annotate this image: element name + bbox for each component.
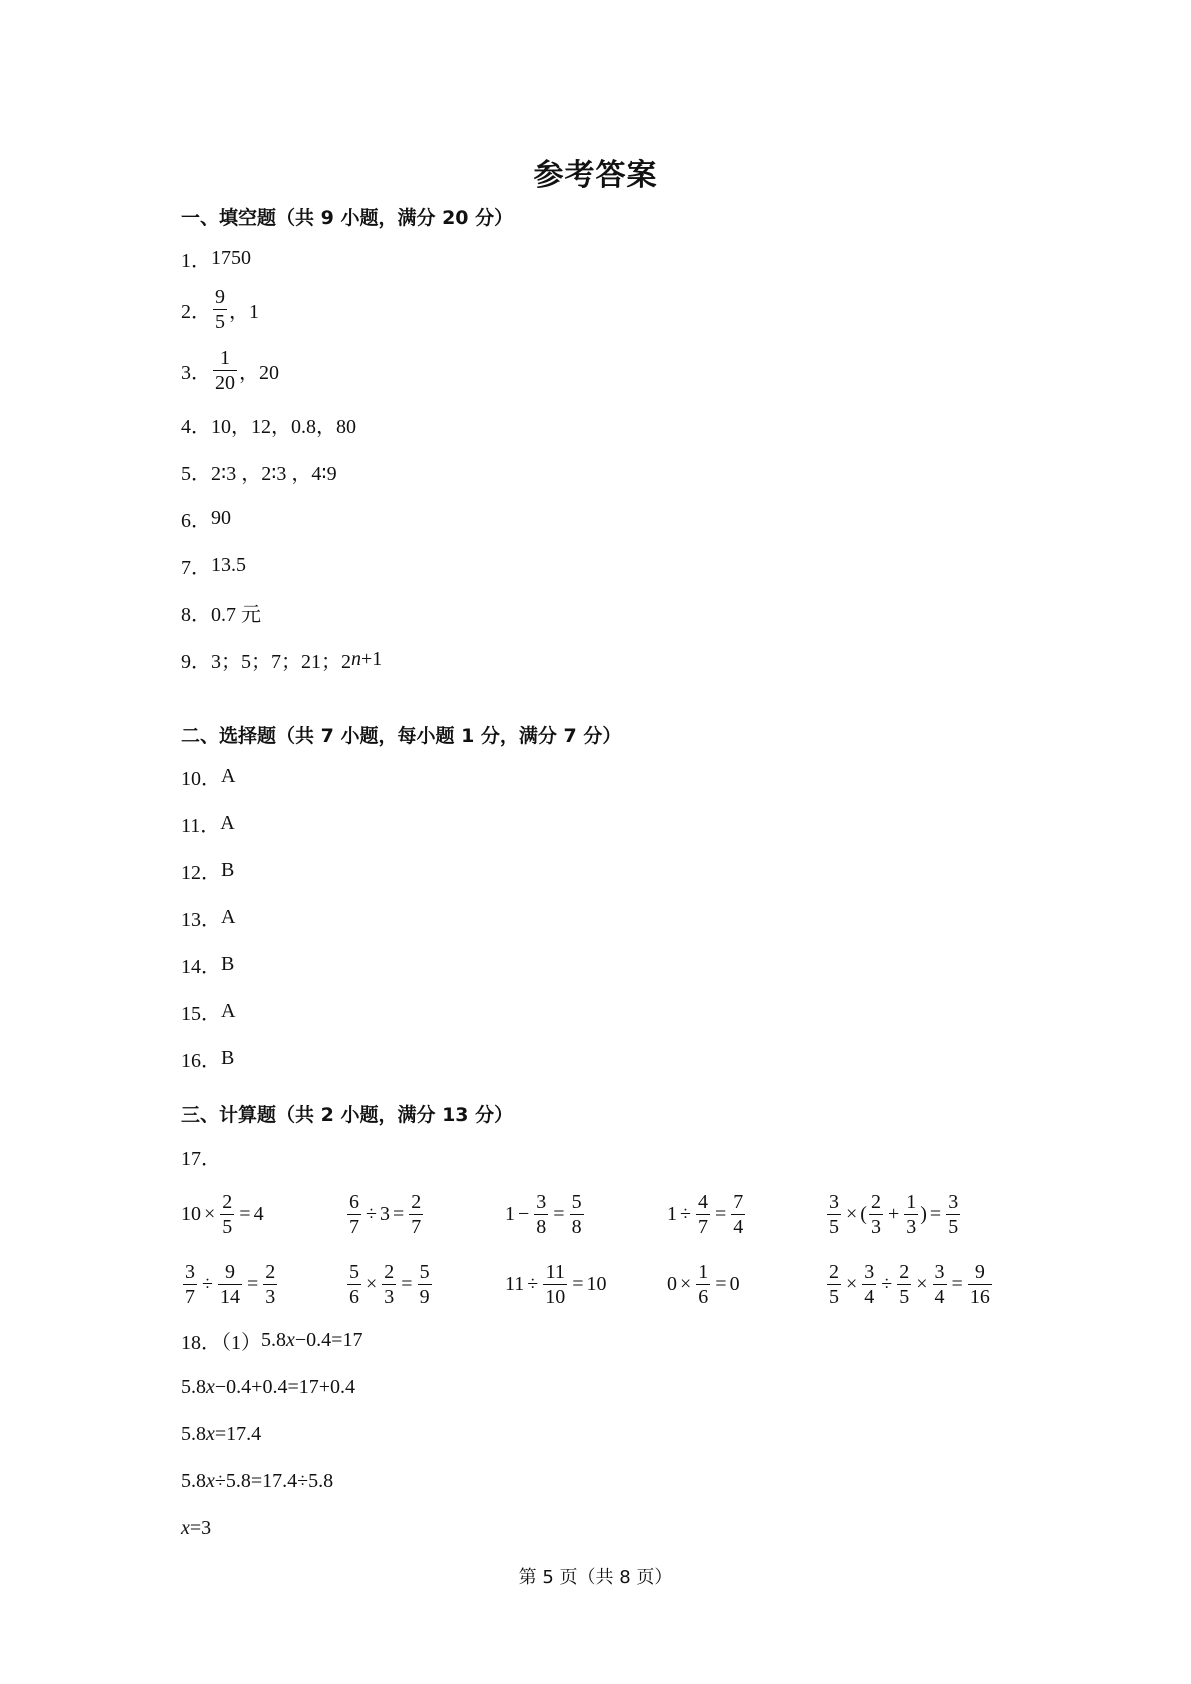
answer-text: 90: [211, 506, 231, 529]
answer-17-label: 17．: [181, 1147, 221, 1170]
calc-6: $\frac{3}{7}$ ÷ $\frac{9}{14}$ = $\frac{2}{3}$: [185, 1260, 276, 1308]
question-number: 6．: [181, 509, 211, 532]
calc-3: 1 − $\frac{3}{8}$ = $\frac{5}{8}$: [505, 1190, 582, 1238]
section-heading-calculation: 三、计算题（共 2 小题，满分 13 分）: [181, 1104, 514, 1126]
answer-10: 10． A: [181, 764, 236, 790]
answer-15: 15． A: [181, 999, 236, 1025]
answer-text: 1750: [211, 246, 251, 269]
question-number: 3．: [181, 361, 211, 384]
calc-9: 0 × $\frac{1}{6}$ = 0: [667, 1260, 740, 1308]
answer-14: 14． B: [181, 952, 235, 978]
answer-text: ，20: [239, 361, 279, 384]
question-number: 5．: [181, 462, 211, 485]
calc-8: 11 ÷ $\frac{11}{10}$ = 10: [505, 1260, 607, 1308]
calc-2: $\frac{6}{7}$ ÷ 3 = $\frac{2}{7}$: [349, 1190, 422, 1238]
question-number: 9．: [181, 650, 211, 673]
answer-16: 16． B: [181, 1046, 235, 1072]
page-footer: 第 5 页（共 8 页）: [518, 1567, 673, 1588]
answer-3: [181, 340, 279, 400]
calc-7: $\frac{5}{6}$ × $\frac{2}{3}$ = $\frac{5}{9}$: [349, 1260, 430, 1308]
answer-text: ，1: [229, 300, 259, 323]
question-number: 4．: [181, 415, 211, 438]
answer-text: 10，12，0.8，80: [211, 415, 356, 438]
section-heading-fill-in: 一、填空题（共 9 小题，满分 20 分）: [181, 207, 514, 229]
answer-text: 3；5；7；21；2: [211, 650, 351, 673]
question-number: 8．: [181, 603, 211, 626]
answer-18-line-3: 5.8 x ÷5.8=17.4÷5.8: [181, 1469, 334, 1492]
answer-12: 12． B: [181, 858, 235, 884]
section-heading-choice: 二、选择题（共 7 小题，每小题 1 分，满分 7 分）: [181, 725, 622, 747]
answer-text: 0.7 元: [211, 603, 261, 626]
answer-11: 11． A: [181, 811, 235, 837]
answer-9: 9． 3；5；7；21；2 n +1: [181, 629, 382, 689]
question-number: 2．: [181, 300, 211, 323]
answer-text: 13.5: [211, 553, 246, 576]
calc-1: 10 × $\frac{2}{5}$ = 4: [181, 1190, 264, 1238]
answer-18-line-4: x =3: [181, 1516, 212, 1539]
answer-18-line-2: 5.8 x =17.4: [181, 1422, 262, 1445]
question-number: 7．: [181, 556, 211, 579]
calc-5: $\frac{3}{5}$ × ( $\frac{2}{3}$ + $\frac{1}{3}$ ) = $\frac{3}{5}$: [829, 1190, 959, 1238]
answer-text: 2∶3 ，2∶3 ，4∶9: [211, 462, 337, 485]
calc-10: $\frac{2}{5}$ × $\frac{3}{4}$ ÷ $\frac{2}{5}$ × $\frac{3}{4}$ = $\frac{9}{16}$: [829, 1260, 990, 1308]
answer-18-line-1: 5.8 x −0.4+0.4=17+0.4: [181, 1375, 356, 1398]
answer-13: 13． A: [181, 905, 236, 931]
fraction: $\frac{9}{5}$: [215, 285, 225, 333]
answer-18-line-0: 18．（1） 5.8 x −0.4=17: [181, 1328, 363, 1354]
question-number: 1．: [181, 249, 211, 272]
calc-4: 1 ÷ $\frac{4}{7}$ = $\frac{7}{4}$: [667, 1190, 744, 1238]
page-title: 参考答案: [533, 158, 658, 193]
answer-2: [181, 279, 259, 339]
fraction: $\frac{1}{20}$: [215, 346, 235, 394]
